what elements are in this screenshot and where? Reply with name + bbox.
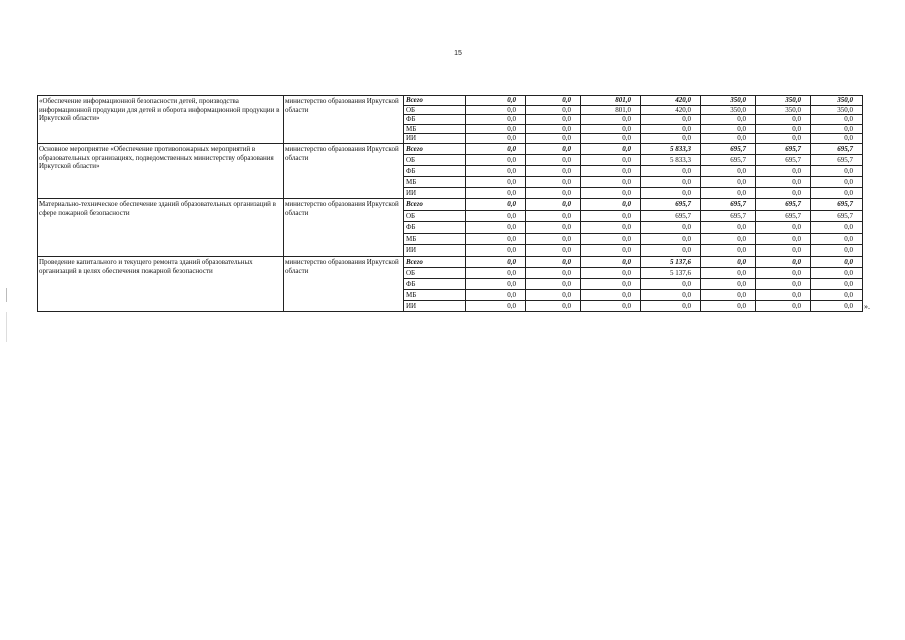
funding-source-cell: МБ — [404, 176, 466, 187]
amount-cell: 0,0 — [811, 256, 863, 267]
amount-cell: 0,0 — [466, 198, 526, 210]
amount-cell: 0,0 — [466, 187, 526, 198]
amount-cell: 695,7 — [811, 198, 863, 210]
amount-cell: 0,0 — [526, 154, 581, 165]
amount-cell: 5 137,6 — [641, 267, 701, 278]
funding-source-cell: МБ — [404, 233, 466, 245]
amount-cell: 0,0 — [811, 187, 863, 198]
amount-cell: 0,0 — [811, 233, 863, 245]
amount-cell: 350,0 — [701, 105, 756, 115]
amount-cell: 0,0 — [756, 124, 811, 134]
amount-cell: 0,0 — [526, 300, 581, 311]
amount-cell: 350,0 — [756, 105, 811, 115]
amount-cell: 0,0 — [701, 289, 756, 300]
amount-cell: 0,0 — [581, 300, 641, 311]
amount-cell: 0,0 — [641, 187, 701, 198]
amount-cell: 0,0 — [466, 289, 526, 300]
amount-cell: 0,0 — [581, 176, 641, 187]
amount-cell: 0,0 — [756, 115, 811, 125]
funding-source-cell: ОБ — [404, 210, 466, 222]
amount-cell: 0,0 — [526, 143, 581, 154]
amount-cell: 0,0 — [756, 176, 811, 187]
amount-cell: 0,0 — [701, 187, 756, 198]
amount-cell: 0,0 — [581, 198, 641, 210]
funding-source-cell: Всего — [404, 198, 466, 210]
amount-cell: 5 833,3 — [641, 143, 701, 154]
amount-cell: 0,0 — [466, 96, 526, 106]
amount-cell: 0,0 — [641, 245, 701, 257]
amount-cell: 0,0 — [466, 233, 526, 245]
amount-cell: 0,0 — [811, 278, 863, 289]
amount-cell: 695,7 — [756, 143, 811, 154]
amount-cell: 0,0 — [811, 134, 863, 144]
funding-source-cell: ОБ — [404, 267, 466, 278]
amount-cell: 0,0 — [581, 233, 641, 245]
scan-artifact — [6, 288, 7, 302]
amount-cell: 0,0 — [526, 289, 581, 300]
amount-cell: 5 137,6 — [641, 256, 701, 267]
activity-description-cell: Материально-техническое обеспечение зданий образовательных организаций в сфере пожарной безопасности — [38, 198, 284, 256]
amount-cell: 0,0 — [641, 165, 701, 176]
amount-cell: 695,7 — [811, 210, 863, 222]
amount-cell: 0,0 — [641, 233, 701, 245]
amount-cell: 0,0 — [701, 267, 756, 278]
activity-description-cell: Проведение капитального и текущего ремонта зданий образовательных организаций в целях обеспечения пожарной безопасности — [38, 256, 284, 311]
amount-cell: 0,0 — [701, 233, 756, 245]
responsible-executor-cell: министерство образования Иркутской области — [284, 198, 404, 256]
amount-cell: 0,0 — [811, 300, 863, 311]
amount-cell: 0,0 — [701, 300, 756, 311]
funding-source-cell: ИИ — [404, 245, 466, 257]
amount-cell: 0,0 — [756, 289, 811, 300]
amount-cell: 0,0 — [526, 115, 581, 125]
amount-cell: 0,0 — [641, 278, 701, 289]
amount-cell: 0,0 — [701, 176, 756, 187]
amount-cell: 0,0 — [526, 210, 581, 222]
amount-cell: 0,0 — [641, 134, 701, 144]
amount-cell: 0,0 — [581, 256, 641, 267]
amount-cell: 0,0 — [811, 165, 863, 176]
table-row — [38, 198, 863, 210]
amount-cell: 0,0 — [466, 300, 526, 311]
amount-cell: 0,0 — [466, 210, 526, 222]
amount-cell: 801,0 — [581, 96, 641, 106]
amount-cell: 695,7 — [701, 210, 756, 222]
responsible-executor-cell: министерство образования Иркутской области — [284, 256, 404, 311]
amount-cell: 0,0 — [641, 289, 701, 300]
amount-cell: 0,0 — [526, 187, 581, 198]
amount-cell: 0,0 — [701, 256, 756, 267]
amount-cell: 350,0 — [701, 96, 756, 106]
amount-cell: 0,0 — [526, 134, 581, 144]
amount-cell: 0,0 — [756, 233, 811, 245]
amount-cell: 0,0 — [466, 165, 526, 176]
amount-cell: 0,0 — [811, 115, 863, 125]
funding-source-cell: ФБ — [404, 115, 466, 125]
amount-cell: 0,0 — [526, 176, 581, 187]
amount-cell: 0,0 — [701, 278, 756, 289]
amount-cell: 0,0 — [466, 176, 526, 187]
page-number: 15 — [454, 50, 462, 57]
amount-cell: 0,0 — [581, 124, 641, 134]
amount-cell: 0,0 — [526, 105, 581, 115]
amount-cell: 0,0 — [581, 143, 641, 154]
amount-cell: 0,0 — [581, 267, 641, 278]
amount-cell: 0,0 — [756, 165, 811, 176]
amount-cell: 0,0 — [526, 198, 581, 210]
amount-cell: 695,7 — [641, 198, 701, 210]
amount-cell: 0,0 — [466, 105, 526, 115]
amount-cell: 0,0 — [581, 187, 641, 198]
funding-source-cell: ИИ — [404, 187, 466, 198]
funding-source-cell: ФБ — [404, 278, 466, 289]
amount-cell: 695,7 — [701, 198, 756, 210]
amount-cell: 695,7 — [811, 154, 863, 165]
amount-cell: 350,0 — [811, 105, 863, 115]
amount-cell: 0,0 — [466, 222, 526, 234]
amount-cell: 0,0 — [581, 278, 641, 289]
amount-cell: 0,0 — [811, 289, 863, 300]
activity-description-cell: «Обеспечение информационной безопасности детей, производства информационной продукции для детей и оборота информационной продукции в Иркутской области» — [38, 96, 284, 144]
amount-cell: 0,0 — [811, 176, 863, 187]
amount-cell: 0,0 — [756, 134, 811, 144]
amount-cell: 0,0 — [466, 154, 526, 165]
amount-cell: 0,0 — [526, 96, 581, 106]
amount-cell: 0,0 — [526, 267, 581, 278]
amount-cell: 420,0 — [641, 96, 701, 106]
amount-cell: 0,0 — [466, 124, 526, 134]
table-body — [38, 96, 863, 312]
funding-source-cell: ИИ — [404, 300, 466, 311]
amount-cell: 5 833,3 — [641, 154, 701, 165]
amount-cell: 0,0 — [526, 256, 581, 267]
amount-cell: 0,0 — [641, 115, 701, 125]
funding-source-cell: МБ — [404, 124, 466, 134]
amount-cell: 0,0 — [526, 222, 581, 234]
amount-cell: 695,7 — [701, 154, 756, 165]
amount-cell: 0,0 — [526, 165, 581, 176]
amount-cell: 0,0 — [466, 115, 526, 125]
amount-cell: 0,0 — [756, 267, 811, 278]
funding-source-cell: Всего — [404, 143, 466, 154]
funding-source-cell: Всего — [404, 256, 466, 267]
amount-cell: 0,0 — [466, 134, 526, 144]
funding-source-cell: ОБ — [404, 154, 466, 165]
table-row — [38, 96, 863, 106]
responsible-executor-cell: министерство образования Иркутской области — [284, 96, 404, 144]
amount-cell: 0,0 — [581, 222, 641, 234]
amount-cell: 0,0 — [466, 245, 526, 257]
amount-cell: 0,0 — [701, 222, 756, 234]
closing-quote-mark: ». — [864, 302, 870, 311]
amount-cell: 695,7 — [701, 143, 756, 154]
funding-table — [37, 95, 863, 312]
amount-cell: 0,0 — [581, 289, 641, 300]
amount-cell: 801,0 — [581, 105, 641, 115]
amount-cell: 0,0 — [756, 256, 811, 267]
amount-cell: 0,0 — [526, 278, 581, 289]
activity-description-cell: Основное мероприятие «Обеспечение противопожарных мероприятий в образовательных организациях, подведомственных министерству образования Иркутской области» — [38, 143, 284, 198]
amount-cell: 0,0 — [466, 267, 526, 278]
amount-cell: 0,0 — [811, 245, 863, 257]
amount-cell: 0,0 — [811, 222, 863, 234]
amount-cell: 0,0 — [581, 115, 641, 125]
funding-source-cell: МБ — [404, 289, 466, 300]
amount-cell: 0,0 — [756, 222, 811, 234]
amount-cell: 0,0 — [641, 300, 701, 311]
amount-cell: 350,0 — [756, 96, 811, 106]
amount-cell: 0,0 — [756, 278, 811, 289]
amount-cell: 0,0 — [701, 134, 756, 144]
scan-artifact — [6, 312, 7, 342]
amount-cell: 0,0 — [701, 245, 756, 257]
amount-cell: 0,0 — [641, 176, 701, 187]
funding-source-cell: ОБ — [404, 105, 466, 115]
amount-cell: 0,0 — [526, 245, 581, 257]
amount-cell: 695,7 — [756, 154, 811, 165]
funding-source-cell: ФБ — [404, 222, 466, 234]
funding-source-cell: Всего — [404, 96, 466, 106]
table-row — [38, 256, 863, 267]
amount-cell: 695,7 — [756, 210, 811, 222]
amount-cell: 0,0 — [811, 124, 863, 134]
amount-cell: 0,0 — [581, 165, 641, 176]
amount-cell: 350,0 — [811, 96, 863, 106]
amount-cell: 0,0 — [701, 115, 756, 125]
amount-cell: 0,0 — [466, 143, 526, 154]
amount-cell: 0,0 — [701, 165, 756, 176]
amount-cell: 695,7 — [811, 143, 863, 154]
amount-cell: 0,0 — [581, 154, 641, 165]
table-row — [38, 143, 863, 154]
amount-cell: 0,0 — [756, 187, 811, 198]
amount-cell: 0,0 — [581, 245, 641, 257]
amount-cell: 0,0 — [811, 267, 863, 278]
amount-cell: 0,0 — [756, 300, 811, 311]
amount-cell: 0,0 — [466, 278, 526, 289]
amount-cell: 0,0 — [701, 124, 756, 134]
funding-source-cell: ИИ — [404, 134, 466, 144]
amount-cell: 695,7 — [641, 210, 701, 222]
amount-cell: 0,0 — [526, 124, 581, 134]
amount-cell: 420,0 — [641, 105, 701, 115]
responsible-executor-cell: министерство образования Иркутской области — [284, 143, 404, 198]
amount-cell: 0,0 — [641, 124, 701, 134]
amount-cell: 0,0 — [466, 256, 526, 267]
amount-cell: 0,0 — [756, 245, 811, 257]
amount-cell: 0,0 — [581, 134, 641, 144]
amount-cell: 0,0 — [581, 210, 641, 222]
amount-cell: 695,7 — [756, 198, 811, 210]
amount-cell: 0,0 — [526, 233, 581, 245]
amount-cell: 0,0 — [641, 222, 701, 234]
funding-source-cell: ФБ — [404, 165, 466, 176]
